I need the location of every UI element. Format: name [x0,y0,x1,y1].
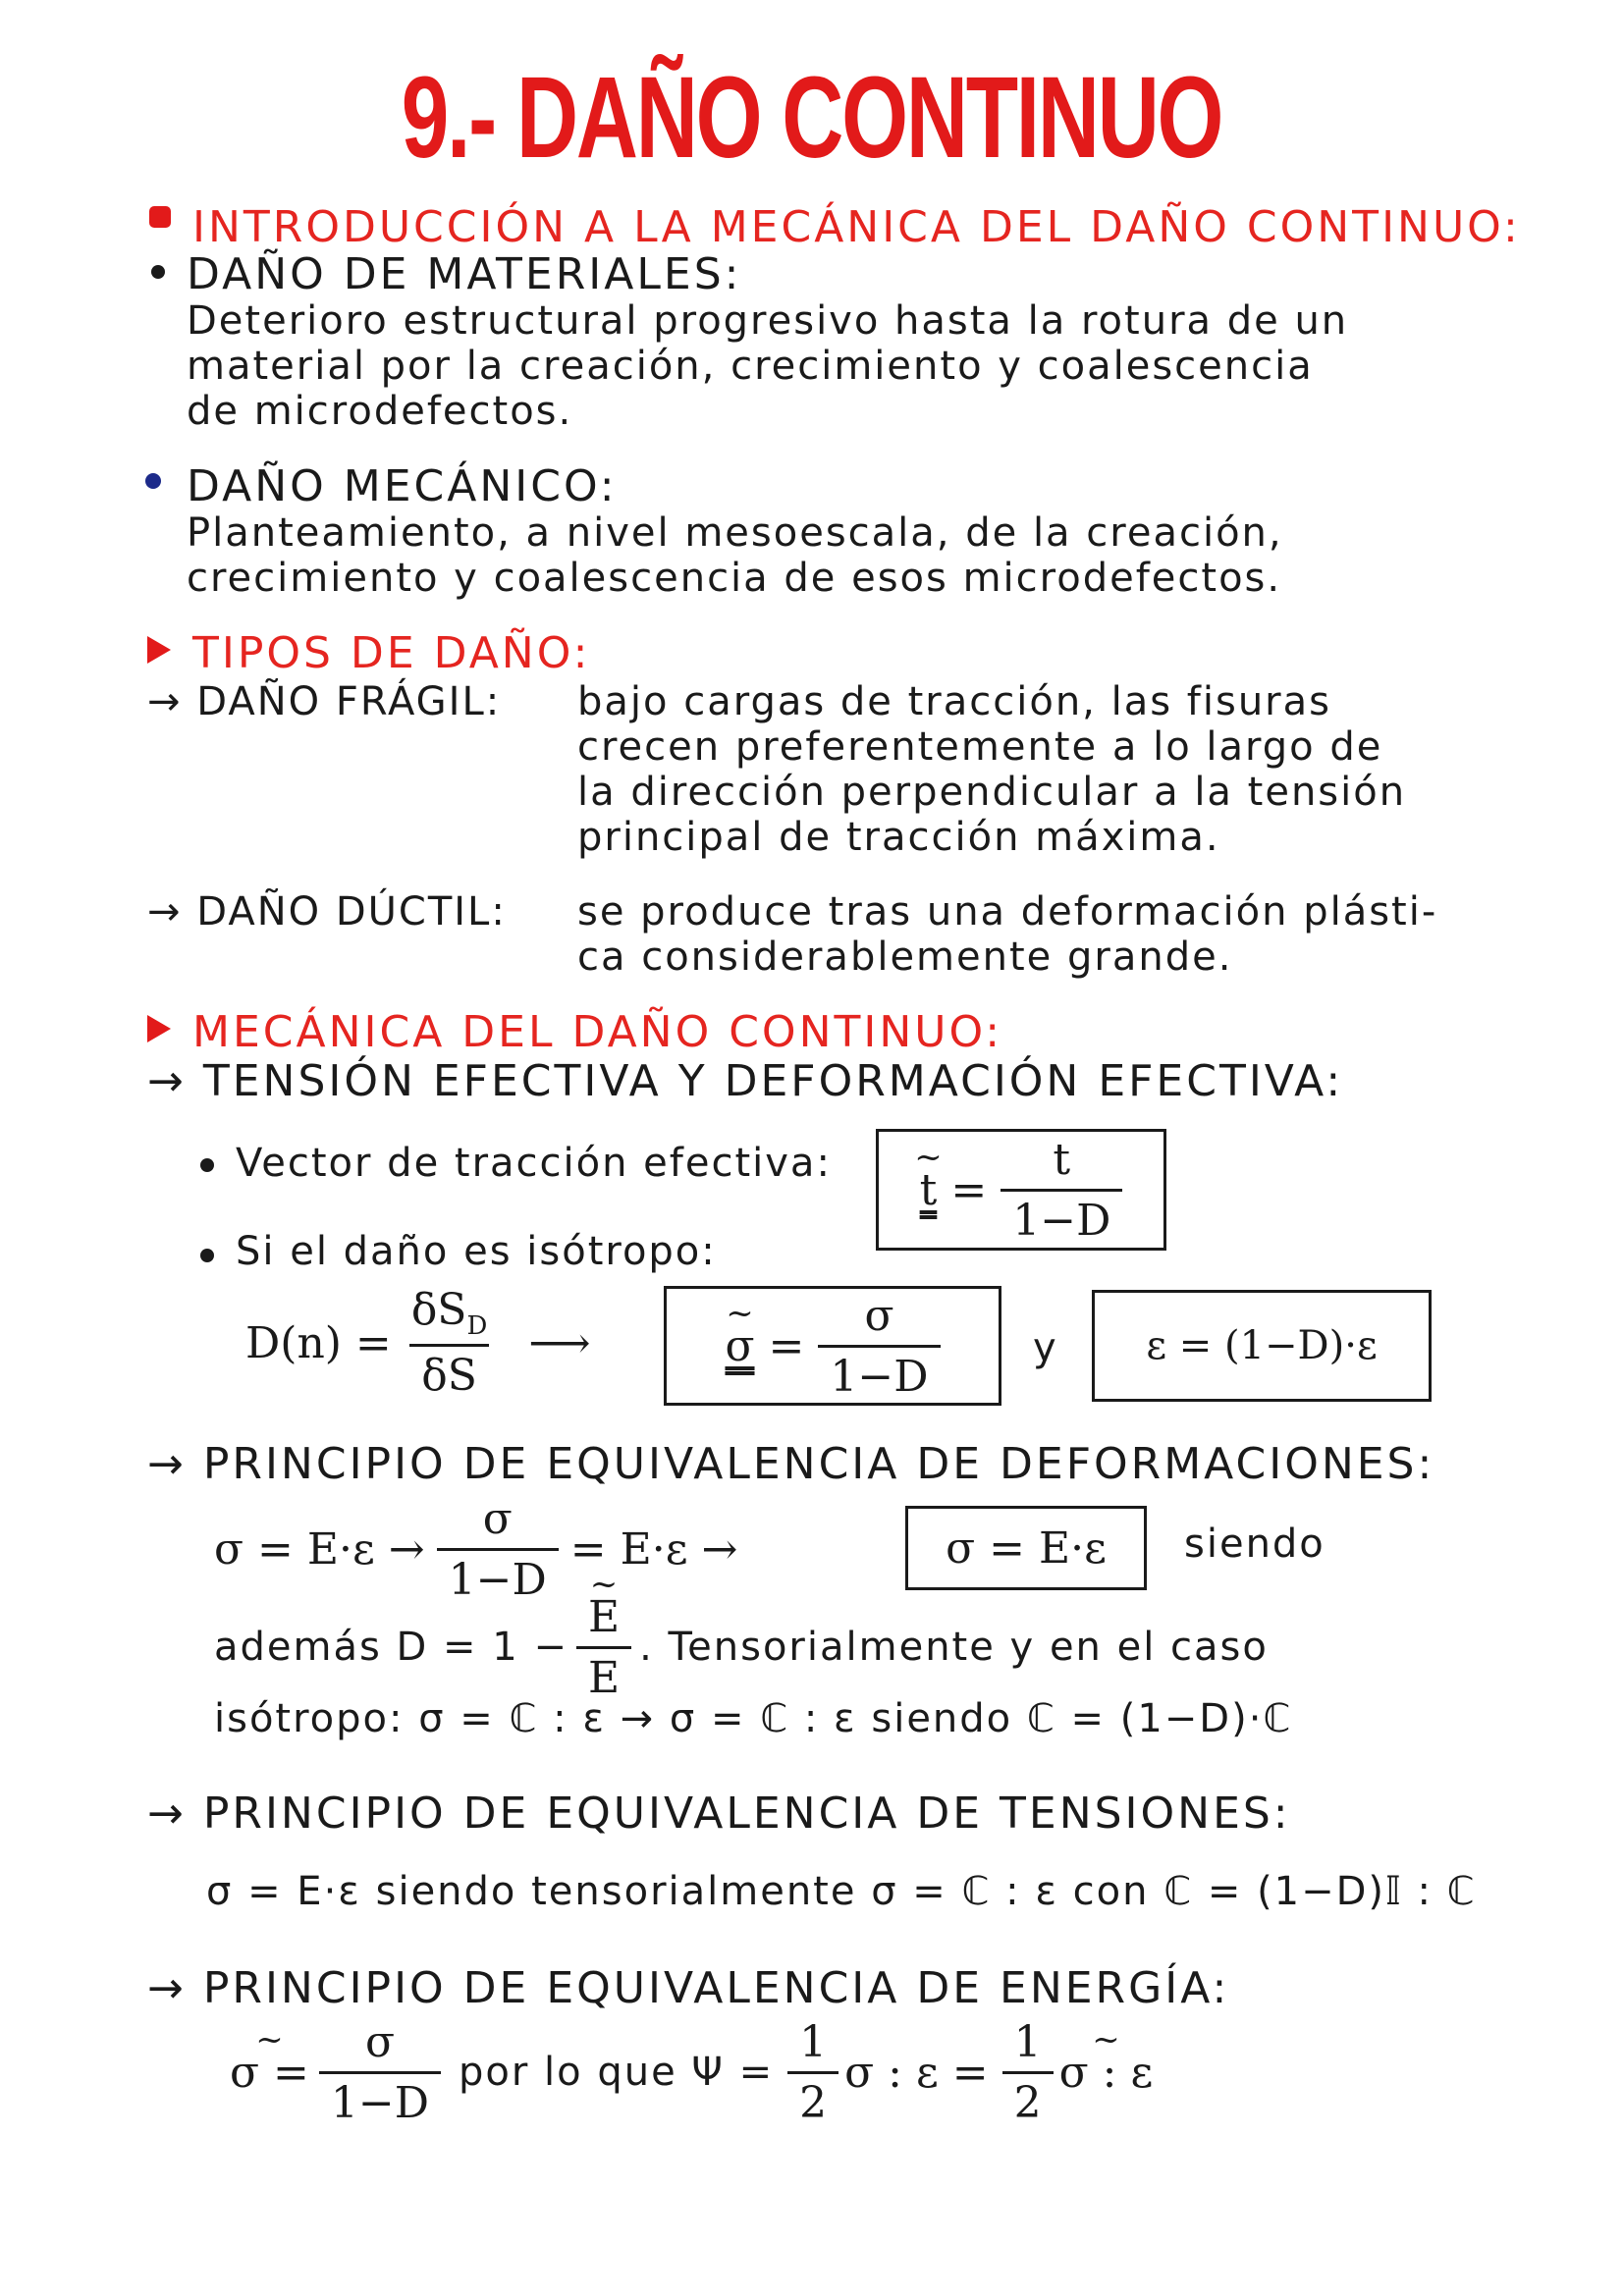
ductile-line-1: se produce tras una deformación plásti- [577,889,1438,934]
eq6-part-b: ~ σ : ε [1059,2048,1154,2098]
t-effective: ~ t [920,1165,938,1215]
continuum-mechanics-heading: MECÁNICA DEL DAÑO CONTINUO: [192,1007,1003,1057]
fraction-numerator: σ [482,1493,513,1544]
strain-equivalence-box: σ = E·ε [905,1506,1147,1590]
eq3-part-a: además D = 1 − [214,1625,568,1670]
damage-types-heading: TIPOS DE DAÑO: [192,628,591,678]
effective-stress-strain-subheading: → TENSIÓN EFECTIVA Y DEFORMACIÓN EFECTIVA: [147,1056,1344,1106]
bullet-dot [200,1249,214,1262]
damage-lhs: D(n) = [245,1317,392,1368]
intro-heading: INTRODUCCIÓN A LA MECÁNICA DEL DAÑO CONTINUO: [192,202,1521,252]
effective-stress-formula-box: ~ σ = $\frac{\sigma}{1-D}$ [664,1286,1001,1406]
isotropic-tensor-formula: isótropo: σ = ℂ : ε → σ = ℂ : ε siendo ℂ = (1−D)·ℂ [214,1696,1293,1741]
effective-strain-formula-box: ε = (1−D)·ε [1092,1290,1432,1402]
energy-equivalence-subheading: → PRINCIPIO DE EQUIVALENCIA DE ENERGÍA: [147,1963,1230,2013]
fraction-denominator: 2 [1002,2071,1054,2128]
mechanical-damage-heading: DAÑO MECÁNICO: [187,461,618,511]
fraction-numerator: σ [364,2016,395,2067]
fraction-numerator: 1 [1013,2016,1042,2067]
eq-part-a: σ = E·ε → [214,1523,425,1575]
eq6-part-a: σ : ε = [844,2047,989,2098]
materials-line-1: Deterioro estructural progresivo hasta la rotura de un [187,298,1349,344]
damage-denominator: δS [409,1344,489,1401]
siendo-label: siendo [1184,1522,1325,1567]
sigma-effective: ~ σ [725,1321,754,1371]
half-fraction [1002,2017,1054,2128]
fraction-numerator: ~ E [576,1592,631,1646]
red-triangle-bullet [147,1015,171,1042]
bullet-dot-blue [145,473,161,489]
fraction-numerator: σ [864,1290,894,1341]
damage-numerator-sub: D [466,1310,488,1341]
ductile-damage-label: → DAÑO DÚCTIL: [147,889,507,934]
damage-modulus-formula [214,1591,1269,1703]
materials-line-2: material por la creación, crecimiento y coalescencia [187,344,1314,389]
half-fraction [787,2017,839,2128]
strain-equivalence-subheading: → PRINCIPIO DE EQUIVALENCIA DE DEFORMACIONES: [147,1439,1435,1489]
damage-fraction [400,1285,500,1402]
page-title: 9.- DAÑO CONTINUO [401,53,1222,183]
fraction-denominator: 1−D [818,1345,940,1402]
effective-traction-formula-box: ~ t = $\frac{t}{1-D}$ [876,1129,1166,1251]
red-triangle-bullet [147,636,171,664]
effective-traction-label: Vector de tracción efectiva: [236,1141,832,1186]
arrow-right-icon: ⟶ [528,1317,591,1368]
brittle-line-3: la dirección perpendicular a la tensión [577,770,1407,815]
damage-numerator: δS [410,1284,467,1335]
bullet-dot [200,1158,214,1172]
brittle-line-4: principal de tracción máxima. [577,815,1220,860]
fraction-denominator: E [576,1646,631,1703]
mechanical-line-2: crecimiento y coalescencia de esos microdefectos. [187,556,1282,601]
fraction-numerator: t [1053,1134,1071,1185]
fraction-denominator: 1−D [1001,1189,1122,1246]
ductile-line-2: ca considerablemente grande. [577,934,1233,980]
eq3-part-b: . Tensorialmente y en el caso [639,1625,1269,1670]
strain-equivalence-formula [214,1493,738,1605]
traction-fraction [1001,1135,1122,1246]
energy-equivalence-formula [230,2018,1153,2126]
red-square-bullet [149,206,171,228]
eq-fraction [437,1494,559,1605]
fraction-denominator: 1−D [437,1548,559,1605]
mechanical-line-1: Planteamiento, a nivel mesoescala, de la creación, [187,510,1283,556]
eq-part-b: = E·ε → [569,1523,738,1575]
damage-definition-formula [245,1284,591,1402]
fraction-numerator: 1 [799,2016,828,2067]
materials-line-3: de microdefectos. [187,389,573,434]
bullet-dot [151,265,165,279]
brittle-line-2: crecen preferentemente a lo largo de [577,724,1383,770]
stress-equivalence-subheading: → PRINCIPIO DE EQUIVALENCIA DE TENSIONES: [147,1789,1291,1839]
brittle-line-1: bajo cargas de tracción, las fisuras [577,679,1331,724]
energy-stress-fraction [319,2017,441,2128]
conjunction-y: y [1033,1325,1058,1370]
isotropic-damage-label: Si el daño es isótropo: [236,1229,717,1274]
stress-fraction [818,1291,940,1402]
brittle-damage-label: → DAÑO FRÁGIL: [147,679,502,724]
fraction-denominator: 2 [787,2071,839,2128]
fraction-denominator: 1−D [319,2071,441,2128]
eq6-mid: por lo que Ψ = [459,2050,775,2095]
eq6-lhs: ~ σ = [230,2048,309,2098]
materials-damage-heading: DAÑO DE MATERIALES: [187,249,742,299]
stress-equivalence-formula: σ = E·ε siendo tensorialmente σ = ℂ : ε con ℂ = (1−D)𝕀 : ℂ [206,1869,1477,1914]
modulus-fraction [576,1592,631,1703]
